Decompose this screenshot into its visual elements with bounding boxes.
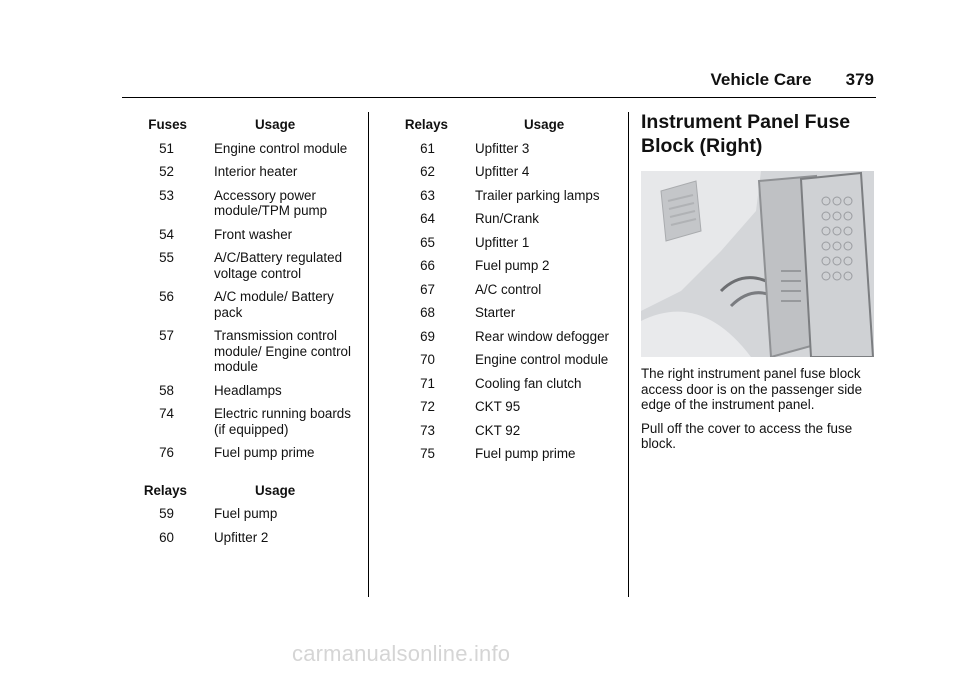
relay-list xyxy=(122,506,362,545)
column-divider-2 xyxy=(628,112,629,597)
watermark: carmanualsonline.info xyxy=(292,641,511,666)
fuse-number: 60 xyxy=(159,529,174,545)
table-header xyxy=(122,117,362,133)
usage-column-header: Usage xyxy=(524,117,565,132)
table-row xyxy=(383,352,623,368)
fuse-usage: Fuel pump xyxy=(214,506,278,521)
fuse-number: 57 xyxy=(159,328,174,343)
fuse-usage: Upfitter 2 xyxy=(214,529,269,545)
fuse-number: 63 xyxy=(420,187,435,203)
fuse-table-column-1 xyxy=(122,117,362,553)
fuse-number: 68 xyxy=(420,305,435,320)
table-row xyxy=(383,329,623,345)
section-title: Instrument Panel Fuse Block (Right) xyxy=(641,111,851,157)
fuse-usage: Fuel pump prime xyxy=(475,446,576,461)
table-row xyxy=(383,423,623,439)
table-row xyxy=(122,445,362,461)
table-row xyxy=(383,282,623,298)
fuse-usage: Interior heater xyxy=(214,164,298,179)
usage-column-header: Usage xyxy=(255,117,296,132)
table-row xyxy=(122,250,362,281)
table-row xyxy=(383,399,623,415)
fuse-usage: Fuel pump prime xyxy=(214,445,315,460)
fuse-number: 61 xyxy=(420,140,435,156)
fuse-number: 56 xyxy=(159,289,174,304)
fuse-usage: Upfitter 3 xyxy=(475,140,530,156)
table-row xyxy=(383,258,623,274)
fuse-usage: A/C/Battery regulated voltage control xyxy=(214,250,343,281)
fuse-usage: Transmission control module/ Engine control module xyxy=(214,328,351,374)
page-header xyxy=(711,70,875,90)
table-row xyxy=(383,305,623,321)
fuse-number: 70 xyxy=(420,352,435,367)
fuse-number: 65 xyxy=(420,234,435,250)
table-row xyxy=(122,289,362,320)
fuse-usage: Fuel pump 2 xyxy=(475,258,550,273)
table-row xyxy=(122,506,362,522)
table-row xyxy=(383,235,623,251)
fuse-number: 74 xyxy=(159,406,174,421)
header-section-title: Vehicle Care xyxy=(710,70,812,89)
fuse-table-column-2 xyxy=(383,117,623,470)
section-body xyxy=(641,366,876,460)
fuse-usage: Upfitter 4 xyxy=(475,164,530,179)
fuse-block-photo xyxy=(641,171,874,357)
fuse-usage: Engine control module xyxy=(214,140,348,156)
fuse-number: 75 xyxy=(420,446,435,461)
fuse-number: 69 xyxy=(420,328,435,344)
usage-column-header: Usage xyxy=(255,482,296,498)
table-row xyxy=(122,227,362,243)
fuse-usage: CKT 95 xyxy=(475,399,521,414)
fuse-number: 59 xyxy=(159,506,174,521)
relay-list xyxy=(383,141,623,462)
paragraph: The right instrument panel fuse block access door is on the passenger side edge of the instrument panel. xyxy=(641,366,863,412)
table-row xyxy=(122,328,362,375)
fuse-usage: Trailer parking lamps xyxy=(475,187,600,203)
fuses-column-header: Fuses xyxy=(148,117,187,132)
fuse-number: 72 xyxy=(420,399,435,414)
fuse-number: 71 xyxy=(420,375,435,391)
fuse-number: 66 xyxy=(420,258,435,273)
fuse-number: 53 xyxy=(159,187,174,203)
table-row xyxy=(383,188,623,204)
table-row xyxy=(122,188,362,219)
fuse-block-illustration xyxy=(641,171,874,357)
fuse-number: 73 xyxy=(420,422,435,438)
table-row xyxy=(122,164,362,180)
fuse-usage: Headlamps xyxy=(214,382,282,398)
table-row xyxy=(122,530,362,546)
fuse-list xyxy=(122,141,362,461)
table-row xyxy=(122,406,362,437)
fuse-number: 51 xyxy=(159,140,174,156)
relays-column-header: Relays xyxy=(404,117,448,132)
fuse-usage: Electric running boards (if equipped) xyxy=(214,406,351,437)
fuse-usage: Front washer xyxy=(214,226,293,242)
table-row xyxy=(122,141,362,157)
fuse-number: 64 xyxy=(420,211,435,226)
table-header xyxy=(122,483,362,499)
relays-column-header: Relays xyxy=(143,482,187,498)
fuse-usage: CKT 92 xyxy=(475,422,521,438)
fuse-usage: A/C module/ Battery pack xyxy=(214,289,334,320)
fuse-number: 58 xyxy=(159,382,174,398)
paragraph: Pull off the cover to access the fuse block. xyxy=(641,420,853,451)
fuse-number: 76 xyxy=(159,445,174,460)
fuse-usage: Starter xyxy=(475,305,516,320)
fuse-number: 55 xyxy=(159,250,174,265)
fuse-number: 62 xyxy=(420,164,435,179)
table-row xyxy=(383,211,623,227)
fuse-number: 52 xyxy=(159,164,174,179)
fuse-usage: Upfitter 1 xyxy=(475,234,530,250)
table-row xyxy=(383,164,623,180)
fuse-usage: A/C control xyxy=(475,281,542,297)
table-header xyxy=(383,117,623,133)
page-number: 379 xyxy=(845,70,874,89)
header-divider xyxy=(122,97,876,98)
column-divider-1 xyxy=(368,112,369,597)
spacer xyxy=(122,469,362,483)
table-row xyxy=(383,376,623,392)
table-row xyxy=(383,141,623,157)
fuse-usage: Rear window defogger xyxy=(475,328,609,344)
fuse-number: 54 xyxy=(159,226,174,242)
fuse-usage: Cooling fan clutch xyxy=(475,375,582,391)
fuse-usage: Run/Crank xyxy=(475,211,540,226)
fuse-usage: Accessory power module/TPM pump xyxy=(214,187,328,218)
fuse-usage: Engine control module xyxy=(475,352,609,367)
table-row xyxy=(383,446,623,462)
table-row xyxy=(122,383,362,399)
fuse-number: 67 xyxy=(420,281,435,297)
